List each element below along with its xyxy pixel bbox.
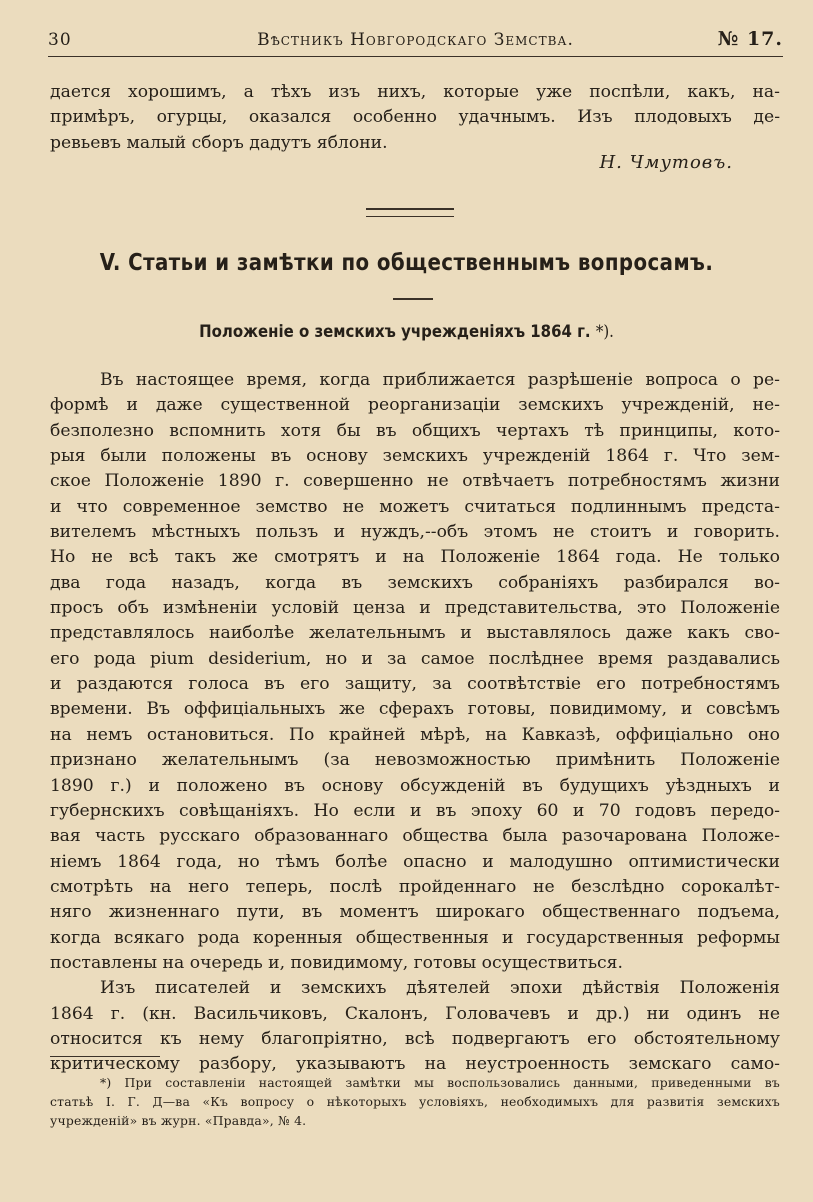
text-line: ское Положеніе 1890 г. совершенно не отвѣчаетъ потребностямъ жизни <box>50 471 780 492</box>
short-divider <box>393 298 433 300</box>
footnote-line: учрежденій» въ журн. «Правда», № 4. <box>50 1113 307 1128</box>
running-header <box>48 28 783 57</box>
running-title: Вѣстникъ Новгородскаго Земства. <box>257 30 574 50</box>
text-line: поставлены на очередь и, повидимому, готовы осуществиться. <box>50 952 623 973</box>
text-line: Изъ писателей и земскихъ дѣятелей эпохи дѣйствія Положенія <box>100 978 780 999</box>
text-line: относится къ нему благопріятно, всѣ подвергаютъ его обстоятельному <box>50 1028 780 1049</box>
text-line: два года назадъ, когда въ земскихъ собраніяхъ разбирался во- <box>50 572 780 593</box>
text-line: и что современное земство не можетъ считаться подлиннымъ предста- <box>50 496 780 517</box>
footnote <box>50 1073 780 1130</box>
text-line: просъ объ измѣненіи условій ценза и представительства, это Положеніе <box>50 598 780 619</box>
page-number: 30 <box>48 30 72 50</box>
text-line: няго жизненнаго пути, въ моментъ широкаго общественнаго подъема, <box>50 902 780 923</box>
author-signature: Н. Чмутовъ. <box>599 152 733 173</box>
text-line: Но не всѣ такъ же смотрятъ и на Положеніе 1864 года. Не только <box>50 547 780 568</box>
footnote-marker: *). <box>595 322 614 342</box>
double-divider <box>366 208 454 217</box>
text-line: 1890 г.) и положено въ основу обсужденій въ будущихъ уѣздныхъ и <box>50 775 780 796</box>
text-line: формѣ и даже существенной реорганизаціи земскихъ учрежденій, не- <box>50 395 780 416</box>
text-line: критическому разбору, указываютъ на неустроенность земскаго само- <box>50 1054 780 1075</box>
text-line: вителемъ мѣстныхъ пользъ и нуждъ,--объ этомъ не стоитъ и говорить. <box>50 522 780 543</box>
text-line: Въ настоящее время, когда приближается разрѣшеніе вопроса о ре- <box>100 370 780 390</box>
text-line: ревьевъ малый сборъ дадутъ яблони. <box>50 132 388 153</box>
text-line: его рода pium desiderium, но и за самое послѣднее время раздавались <box>50 648 780 669</box>
issue-number: № 17. <box>717 28 783 50</box>
text-line: времени. Въ оффиціальныхъ же сферахъ готовы, повидимому, и совсѣмъ <box>50 699 780 720</box>
text-line: примѣръ, огурцы, оказался особенно удачнымъ. Изъ плодовыхъ де- <box>50 107 780 128</box>
text-line: представлялось наиболѣе желательнымъ и выставлялось даже какъ сво- <box>50 623 780 644</box>
article-title-text: Положеніе о земскихъ учрежденіяхъ 1864 г. <box>199 322 591 342</box>
text-line: рыя были положены въ основу земскихъ учрежденій 1864 г. Что зем- <box>50 446 780 467</box>
text-line: ніемъ 1864 года, но тѣмъ болѣе опасно и малодушно оптимистически <box>50 851 780 872</box>
text-line: дается хорошимъ, а тѣхъ изъ нихъ, которые уже поспѣли, какъ, на- <box>50 82 780 102</box>
article-title <box>49 322 764 342</box>
text-line: вая часть русскаго образованнаго общества была разочарована Положе- <box>50 826 780 847</box>
text-line: смотрѣть на него теперь, послѣ пройденнаго не безслѣдно сорокалѣт- <box>50 876 780 897</box>
footnote-line: статьѣ І. Г. Д—ва «Къ вопросу о нѣкоторыхъ условіяхъ, необходимыхъ для развитія земскихъ <box>50 1094 780 1109</box>
text-line: 1864 г. (кн. Васильчиковъ, Скалонъ, Головачевъ и др.) ни одинъ не <box>50 1003 780 1024</box>
footnote-divider <box>50 1056 160 1057</box>
text-line: губернскихъ совѣщаніяхъ. Но если и въ эпоху 60 и 70 годовъ передо- <box>50 800 780 821</box>
text-line: на немъ остановиться. По крайней мѣрѣ, на Кавказѣ, оффиціально оно <box>50 724 780 745</box>
text-line: когда всякаго рода коренныя общественныя и государственныя реформы <box>50 927 780 948</box>
text-line: признано желательнымъ (за невозможностью примѣнить Положеніе <box>50 750 780 771</box>
text-line: и раздаются голоса въ его защиту, за соотвѣтствіе его потребностямъ <box>50 674 780 695</box>
intro-paragraph <box>50 80 780 156</box>
section-title: V. Статьи и замѣтки по общественнымъ вопросамъ. <box>99 250 714 276</box>
footnote-line: *) При составленіи настоящей замѣтки мы воспользовались данными, приведенными въ <box>100 1075 780 1090</box>
body-text <box>50 368 780 1078</box>
text-line: безполезно вспомнить хотя бы въ общихъ чертахъ тѣ принципы, кото- <box>50 420 780 441</box>
